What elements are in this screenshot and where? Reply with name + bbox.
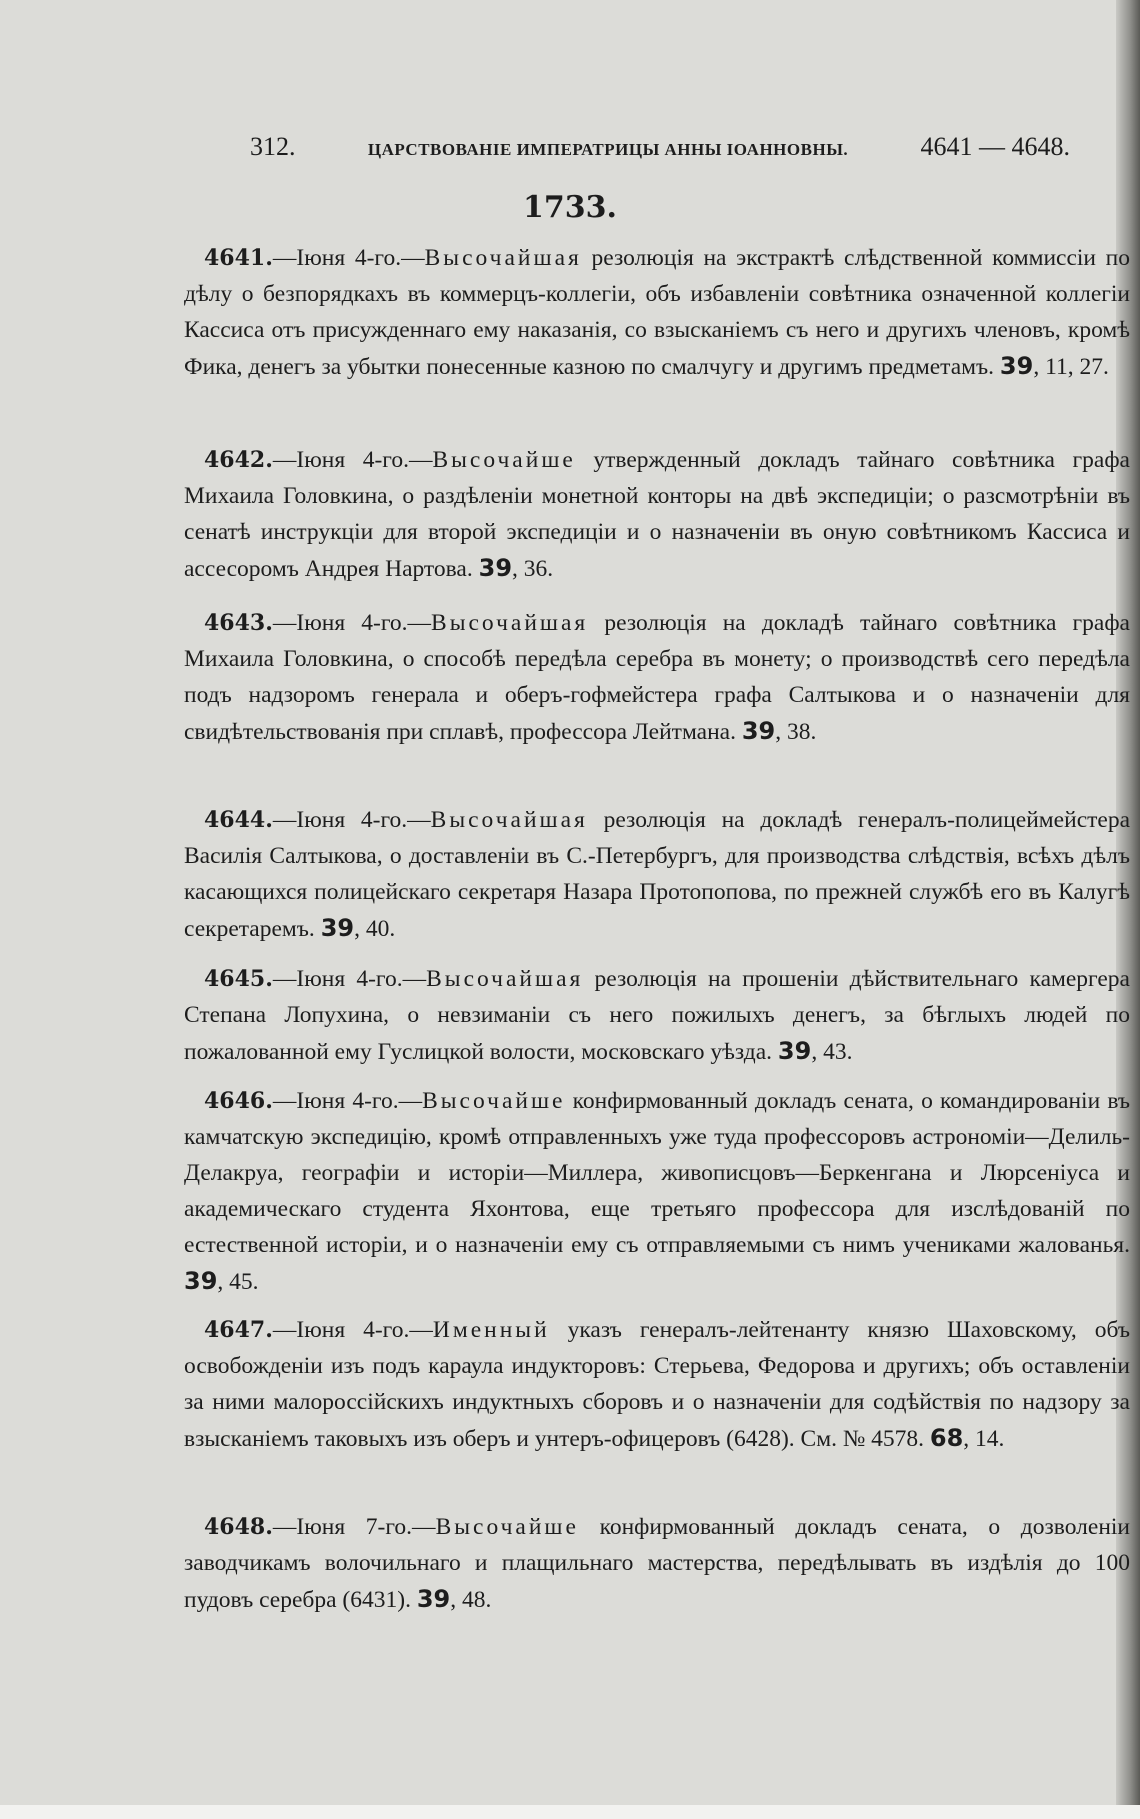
entry-date: —Іюня 4-го.— (272, 610, 432, 636)
entry-date: —Іюня 4-го.— (272, 447, 433, 473)
entry-text: резолюція на экстрактѣ слѣдственной коммиссіи по дѣлу о безпорядкахъ въ коммерцъ-коллегіи, объ избавленіи совѣтника означенной коллегіи Кассиса отъ присужденнаго ему наказанія, со взысканіемъ съ него и другихъ членовъ, кромѣ Фика, денегъ за убытки понесенные казною по смалчугу и другимъ предметамъ. (184, 245, 1130, 380)
entry-doc-type: Высочайше (435, 1514, 579, 1540)
entry-text: утвержденный докладъ тайнаго совѣтника графа Михаила Головкина, о раздѣленіи монетной конторы на двѣ экспедиціи; о разсмотрѣніи въ сенатѣ инструкціи для второй экспедиціи и о назначеніи въ оную совѣтникомъ Кассиса и ассесоромъ Андрея Нартова. (184, 447, 1130, 582)
entry-volume: 39 (478, 554, 513, 582)
entry-range: 4641 — 4648. (920, 132, 1070, 161)
entry-number: 4641. (204, 245, 273, 271)
entry-date: —Іюня 4-го.— (272, 807, 431, 833)
entry-number: 4642. (204, 447, 273, 473)
entry-text: конфирмованный докладъ сената, о дозволеніи заводчикамъ волочильнаго и плащильнаго мастерства, передѣлывать въ издѣлія до 100 пудовъ серебра (6431). (184, 1514, 1130, 1613)
entry-page-ref: , 36. (512, 556, 554, 582)
entry-number: 4645. (204, 966, 273, 992)
entry-volume: 68 (929, 1424, 964, 1452)
entry-volume: 39 (184, 1267, 218, 1295)
entry-text: резолюція на прошеніи дѣйствительнаго камергера Степана Лопухина, о невзиманіи съ него пожилыхъ денегъ, за бѣглыхъ людей по пожалованной ему Гуслицкой волости, московскаго уѣзда. (184, 966, 1130, 1065)
entry-doc-type: Высочайшая (426, 966, 584, 992)
entry-page-ref: , 38. (775, 719, 817, 745)
running-header (250, 132, 1070, 162)
entry-date: —Іюня 4-го.— (272, 1317, 433, 1343)
entry-volume: 39 (777, 1037, 812, 1065)
reign-title: ЦАРСТВОВАНІЕ ИМПЕРАТРИЦЫ АННЫ ІОАННОВНЫ. (367, 140, 849, 159)
entry-4643 (184, 605, 1130, 750)
entry-date: —Іюня 4-го.— (272, 1088, 423, 1114)
entry-date: —Іюня 4-го.— (272, 245, 425, 271)
entry-date: —Іюня 4-го.— (272, 966, 427, 992)
entry-doc-type: Высочайшая (430, 807, 588, 833)
entry-text: резолюція на докладѣ генералъ-полицеймейстера Василія Салтыкова, о доставленіи въ С.-Петербургъ, для производства слѣдствія, всѣхъ дѣлъ касающихся полицейскаго секретаря Назара Протопопова, по прежней службѣ его въ Калугѣ секретаремъ. (184, 807, 1130, 942)
entry-doc-type: Высочайшая (431, 610, 589, 636)
entry-text: конфирмованный докладъ сената, о командированіи въ камчатскую экспедицію, кромѣ отправленныхъ уже туда профессоровъ астрономіи—Делиль-Делакруа, географіи и исторіи—Миллера, живописцовъ—Беркенгана и Люрсеніуса и академическаго студента Яхонтова, еще третьяго профессора для изслѣдованій по естественной исторіи, и о назначеніи ему съ отправляемыми съ нимъ учениками жалованья. (184, 1088, 1130, 1258)
year-heading: 1733. (523, 190, 617, 225)
entry-4642 (184, 442, 1130, 587)
page-number: 312. (250, 132, 296, 161)
page-bottom-margin (0, 1805, 1140, 1819)
entry-text: указъ генералъ-лейтенанту князю Шаховскому, объ освобожденіи изъ подъ караула индукторовъ: Стерьева, Федорова и другихъ; объ оставленіи за ними малороссійскихъ индуктныхъ сборовъ и о назначеніи для содѣйствія по надзору за взысканіемъ таковыхъ изъ оберъ и унтеръ-офицеровъ (6428). См. № 4578. (184, 1317, 1130, 1452)
entry-4645 (184, 961, 1130, 1070)
entry-volume: 39 (320, 914, 355, 942)
entry-4647 (184, 1312, 1130, 1457)
entry-page-ref: , 14. (963, 1426, 1005, 1452)
entry-doc-type: Именный (432, 1317, 550, 1343)
entry-text: резолюція на докладѣ тайнаго совѣтника графа Михаила Головкина, о способѣ передѣла серебра въ монету; о производствѣ сего передѣла подъ надзоромъ генерала и оберъ-гофмейстера графа Салтыкова и о назначеніи для свидѣтельствованія при сплавѣ, профессора Лейтмана. (184, 610, 1130, 745)
entry-4644 (184, 802, 1130, 947)
entry-number: 4644. (204, 807, 273, 833)
entry-4648 (184, 1509, 1130, 1618)
entry-number: 4648. (204, 1514, 273, 1540)
entry-number: 4647. (204, 1317, 273, 1343)
entry-page-ref: , 48. (450, 1587, 492, 1613)
entry-volume: 39 (999, 352, 1034, 380)
entry-doc-type: Высочайше (422, 1088, 566, 1114)
entry-volume: 39 (741, 717, 776, 745)
entry-doc-type: Высочайше (432, 447, 576, 473)
entry-volume: 39 (416, 1585, 451, 1613)
entry-page-ref: , 11, 27. (1033, 354, 1109, 380)
entry-page-ref: , 45. (217, 1269, 259, 1295)
entry-number: 4643. (204, 610, 273, 636)
entry-number: 4646. (204, 1088, 273, 1114)
entry-date: —Іюня 7-го.— (272, 1514, 436, 1540)
entry-doc-type: Высочайшая (424, 245, 582, 271)
entry-4646 (184, 1083, 1130, 1300)
entry-4641 (184, 240, 1130, 385)
entry-page-ref: , 40. (354, 916, 396, 942)
entry-page-ref: , 43. (811, 1039, 853, 1065)
